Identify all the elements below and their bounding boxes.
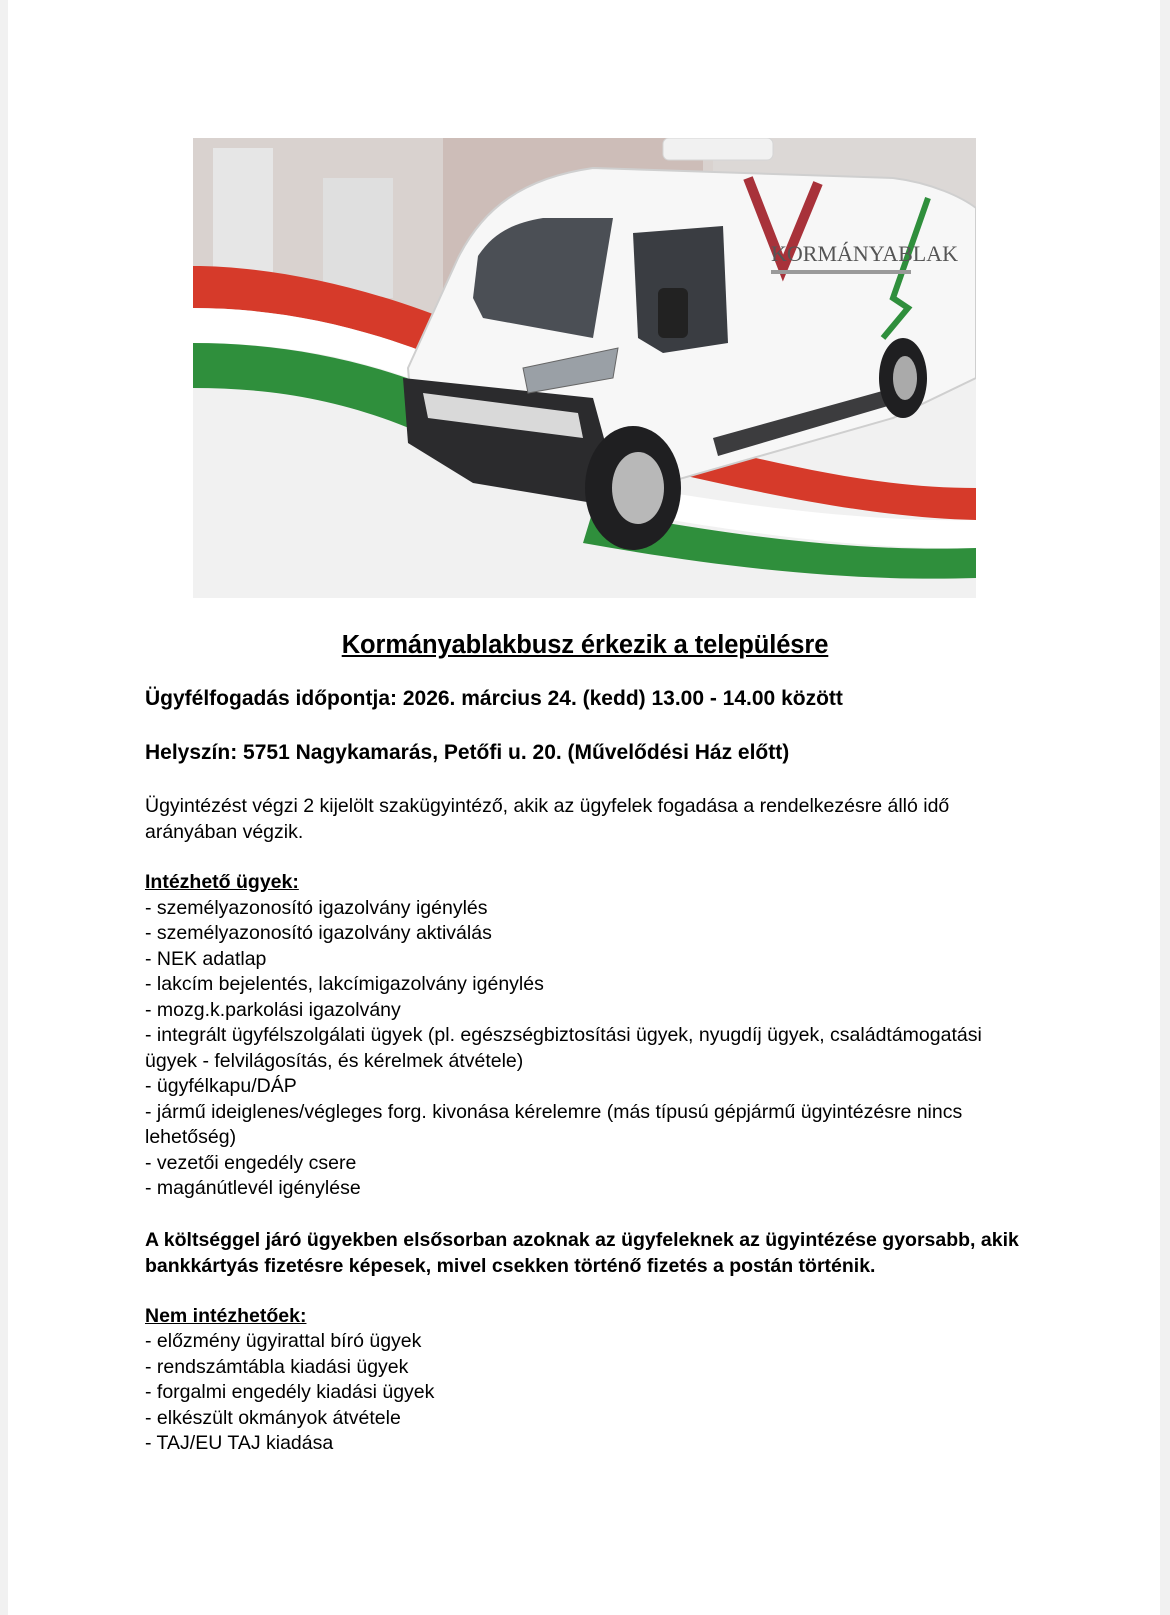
document-page <box>8 0 1160 1615</box>
appointment-time <box>145 686 1025 712</box>
list-item: - előzmény ügyirattal bíró ügyek <box>145 1330 422 1352</box>
list-item: - rendszámtábla kiadási ügyek <box>145 1355 409 1378</box>
building-panel <box>323 178 393 298</box>
list-item: - elkészült okmányok átvétele <box>145 1406 401 1429</box>
list-item: - személyazonosító igazolvány igénylés <box>145 896 488 919</box>
list-item: - NEK adatlap <box>145 947 267 970</box>
van-rear-hub <box>893 356 917 400</box>
page-title: Kormányablakbusz érkezik a településre <box>341 631 829 659</box>
allowed-list <box>145 896 1025 1202</box>
intro-paragraph: Ügyintézést végzi 2 kijelölt szakügyintéző, akik az ügyfelek fogadása a rendelkezésre álló idő arányában végzik. <box>145 795 950 843</box>
list-item: - magánútlevél igénylése <box>145 1177 361 1199</box>
location-value: 5751 Nagykamarás, Petőfi u. 20. (Művelődési Ház előtt) <box>243 741 790 764</box>
not-allowed-heading: Nem intézhetőek: <box>145 1304 307 1327</box>
document-content <box>145 628 1025 1457</box>
allowed-heading: Intézhető ügyek: <box>145 871 299 893</box>
list-item: - személyazonosító igazolvány aktiválás <box>145 922 492 944</box>
van-logo-text: KORMÁNYABLAK <box>771 241 959 266</box>
appointment-time-label: Ügyfélfogadás időpontja: <box>145 687 397 710</box>
not-allowed-list <box>145 1329 1025 1457</box>
list-item: - lakcím bejelentés, lakcímigazolvány igénylés <box>145 973 544 995</box>
list-item: - vezetői engedély csere <box>145 1151 357 1174</box>
appointment-time-value: 2026. március 24. (kedd) 13.00 - 14.00 között <box>402 687 843 710</box>
list-item: - integrált ügyfélszolgálati ügyek (pl. egészségbiztosítási ügyek, nyugdíj ügyek, családtámogatási ügyek - felvilágosítás, és kérelmek átvétele) <box>145 1024 982 1072</box>
van-front-hub <box>612 452 664 524</box>
location <box>145 740 1025 766</box>
van-illustration <box>193 138 976 598</box>
list-item: - ügyfélkapu/DÁP <box>145 1075 297 1097</box>
payment-note: A költséggel járó ügyekben elsősorban azoknak az ügyfeleknek az ügyintézése gyorsabb, akik bankkártyás fizetésre képesek, mivel csekken történő fizetés a postán történik. <box>145 1228 1019 1277</box>
location-label: Helyszín: <box>145 741 238 764</box>
list-item: - TAJ/EU TAJ kiadása <box>145 1432 334 1454</box>
van-roof-unit <box>663 138 773 160</box>
van-logo-subtext <box>771 270 911 274</box>
list-item: - mozg.k.parkolási igazolvány <box>145 998 401 1021</box>
list-item: - forgalmi engedély kiadási ügyek <box>145 1381 435 1403</box>
van-mirror <box>658 288 688 338</box>
list-item: - jármű ideiglenes/végleges forg. kivonása kérelemre (más típusú gépjármű ügyintézésre nincs lehetőség) <box>145 1100 963 1148</box>
van-photo <box>193 138 976 598</box>
